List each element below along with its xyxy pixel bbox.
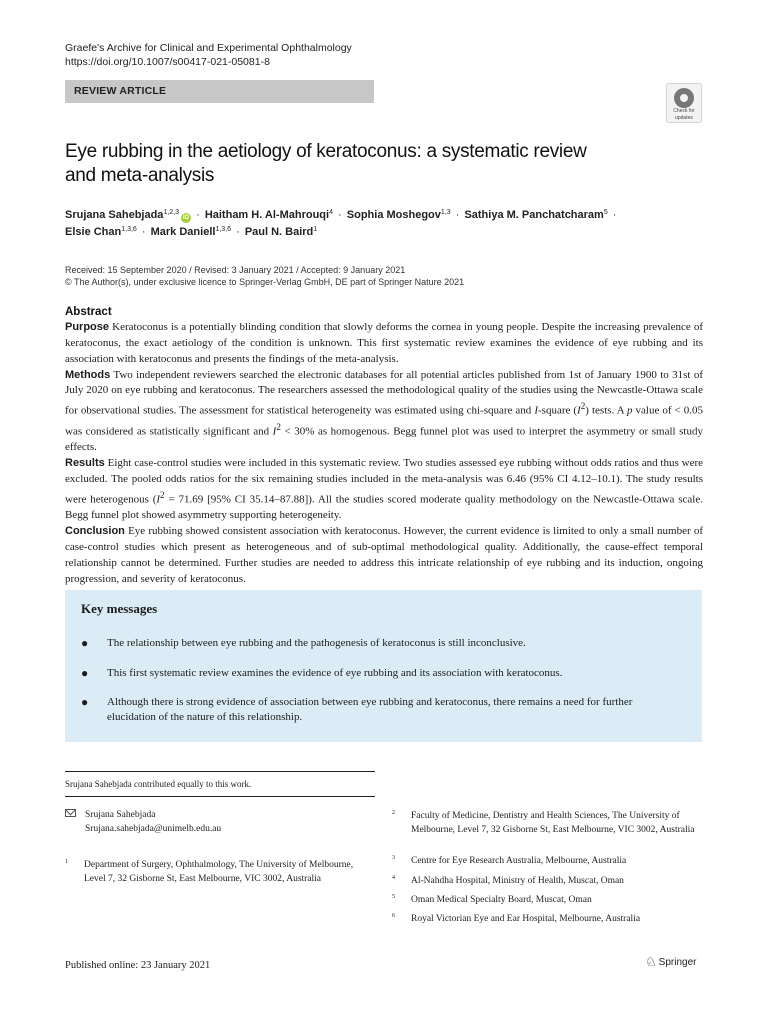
affiliation-number: 2 [392,810,395,816]
conclusion-label: Conclusion [65,525,125,538]
affiliation-number: 6 [392,913,395,919]
author-name[interactable]: Sophia Moshegov [346,209,441,221]
abstract-results [65,456,703,524]
contribution-note: Srujana Sahebjada contributed equally to this work. [65,779,252,789]
badge-text-2: updates [675,114,693,121]
affiliation-number: 5 [392,894,395,900]
separator: · [236,226,240,238]
publisher-name: Springer [658,957,697,968]
affiliation-number: 4 [392,875,395,881]
received-revised-accepted: Received: 15 September 2020 / Revised: 3 January 2021 / Accepted: 9 January 2021 [65,265,406,275]
separator: · [338,209,342,221]
bullet-icon: ● [81,695,89,709]
correspondence [65,808,221,836]
title-line-2: and meta-analysis [65,165,215,186]
abstract-heading: Abstract [65,306,112,318]
results-text: = 71.69 [95% CI 35.14–87.88]). All the studies scored moderate quality methodology on the Newcastle-Ottawa scale. Begg funnel plot showed asymmetry supporting heterogeneity. [65,493,703,522]
journal-name: Graefe's Archive for Clinical and Experimental Ophthalmology [65,42,352,54]
results-italic: I [156,493,161,506]
separator: · [455,209,460,221]
title-line-1: Eye rubbing in the aetiology of keratoconus: a systematic review [65,141,587,162]
purpose-label: Purpose [65,321,110,333]
methods-text: -square ( [538,404,578,417]
methods-italic: I [272,425,277,438]
purpose-text: Keratoconus is a potentially blinding condition that slowly deforms the cornea in young people. Despite the increasing prevalence of keratoconus, the exact aetiology of the condition is unknown. This first systematic review examines the evidence of eye rubbing and its association with keratoconus and presents the findings of the meta-analysis. [65,321,704,365]
author-affiliation: 1,2,3 [163,209,180,216]
methods-label: Methods [65,368,111,381]
springer-horse-icon: ♘ [645,954,657,969]
orcid-icon[interactable]: iD [183,215,190,221]
article-title [65,140,665,188]
bullet-icon: ● [81,636,89,650]
key-message-item [81,636,681,651]
key-message-text: The relationship between eye rubbing and the pathogenesis of keratoconus is still inconclusive. [107,637,526,649]
key-message-text: This first systematic review examines the evidence of eye rubbing and its association with keratoconus. [107,667,563,679]
conclusion-text: Eye rubbing showed consistent association with keratoconus. However, the current evidence is limited to only a small number of case-control studies which present as heterogeneous and of sub-optimal methodological quality. Additionally, the cause-effect temporal relationship cannot be determined. Further studies are needed to address this intricate relationship of eye rubbing and its induction, ongoing progression, and severity of keratoconus. [65,525,704,585]
affiliation-number: 3 [392,855,395,861]
author-name[interactable]: Elsie Chan [65,226,122,238]
author-name[interactable]: Mark Daniell [150,226,216,238]
affiliation-text: Oman Medical Specialty Board, Muscat, Oman [411,895,592,905]
author-affiliation: 4 [329,209,333,216]
publisher-logo[interactable] [645,954,696,970]
published-online: Published online: 23 January 2021 [65,960,211,971]
abstract-purpose [65,320,703,368]
affiliation-text: Centre for Eye Research Australia, Melbourne, Australia [411,856,627,866]
badge-text-1: Check for [673,108,695,114]
methods-italic: I [534,404,538,417]
doi-link[interactable]: https://doi.org/10.1007/s00417-021-05081-8 [65,56,270,68]
affiliation-text: Royal Victorian Eye and Ear Hospital, Melbourne, Australia [411,914,641,924]
key-messages-heading: Key messages [81,601,158,616]
copyright-line [65,276,464,288]
article-dates [65,264,464,288]
affiliation [392,854,707,868]
author-line-2 [65,224,705,241]
copyright-symbol: © [65,277,72,287]
author-affiliation: 5 [603,209,608,216]
abstract-body [65,320,703,587]
key-message-item [81,666,681,681]
footnote-rule [65,796,375,797]
separator: · [141,226,146,238]
affiliation-number: 1 [65,859,68,865]
copyright-text: The Author(s), under exclusive licence to Springer-Verlag GmbH, DE part of Springer Nature 2021 [73,277,465,287]
affiliation-text: Department of Surgery, Ophthalmology, The University of Melbourne, Level 7, 32 Gisborne St, East Melbourne, VIC 3002, Australia [84,860,354,884]
affiliation [392,874,707,888]
key-message-item [81,695,681,725]
methods-superscript: 2 [276,421,281,432]
check-for-updates-badge[interactable] [666,83,702,123]
author-affiliation: 1,3 [440,209,451,216]
author-name[interactable]: Sathiya M. Panchatcharam [464,209,604,221]
bullet-icon: ● [81,666,89,680]
correspondence-email[interactable]: Srujana.sahebjada@unimelb.edu.au [85,824,222,834]
footnote-rule [65,771,375,772]
author-list [65,207,705,241]
key-message-text: Although there is strong evidence of association between eye rubbing and keratoconus, there remains a need for further elucidation of the nature of this relationship. [107,696,633,723]
results-text: Eight case-control studies were included in this systematic review. Two studies assessed eye rubbing without odds ratios and thus were excluded. The pooled odds ratios for the six remaining studies included in the meta-analysis was 6.46 (95% CI 4.12–10.1). The study results were heterogenous ( [65,457,703,506]
abstract-conclusion [65,524,703,587]
author-affiliation: 1,3,6 [215,226,232,233]
methods-italic: I [577,404,581,417]
methods-superscript: 2 [580,401,586,412]
affiliation [392,809,707,837]
affiliation-text: Faculty of Medicine, Dentistry and Health Sciences, The University of Melbourne, Level 7, 32 Gisborne St, East Melbourne, VIC 3002, Australia [411,811,695,835]
author-name[interactable]: Paul N. Baird [244,226,314,238]
separator: · [612,209,617,221]
methods-italic: p [627,404,633,417]
correspondence-name: Srujana Sahebjada [85,810,156,820]
affiliation-text: Al-Nahdha Hospital, Ministry of Health, Muscat, Oman [411,876,624,886]
results-label: Results [65,457,105,470]
envelope-icon [65,809,76,817]
affiliation [392,912,707,926]
methods-text: value of < 0.05 was considered as statistically significant and [65,404,704,438]
key-messages-box [65,590,702,742]
author-affiliation: 1 [313,226,318,233]
author-affiliation: 1,3,6 [121,226,137,233]
article-type-banner: REVIEW ARTICLE [65,80,374,103]
separator: · [196,209,200,221]
results-superscript: 2 [160,489,165,500]
crossmark-icon [674,88,694,108]
abstract-methods [65,368,703,457]
affiliation [65,858,365,886]
author-line-1 [65,207,705,224]
methods-text: ) tests. A [585,404,628,417]
methods-text: Two independent reviewers searched the electronic databases for all potential articles published from 1st of January 1900 to 31st of July 2020 on eye rubbing and keratoconus. The researchers assessed the methodological quality of the studies using the Newcastle-Ottawa scale for observational studies. The assessment for statistical heterogeneity was estimated using chi-square and [65,368,703,417]
journal-header [65,41,352,69]
author-name[interactable]: Haitham H. Al-Mahrouqi [204,209,330,221]
affiliation [392,893,707,907]
author-name[interactable]: Srujana Sahebjada [65,209,164,221]
methods-text: < 30% as homogenous. Begg funnel plot was used to interpret the asymmetry or small study effects. [65,425,703,454]
